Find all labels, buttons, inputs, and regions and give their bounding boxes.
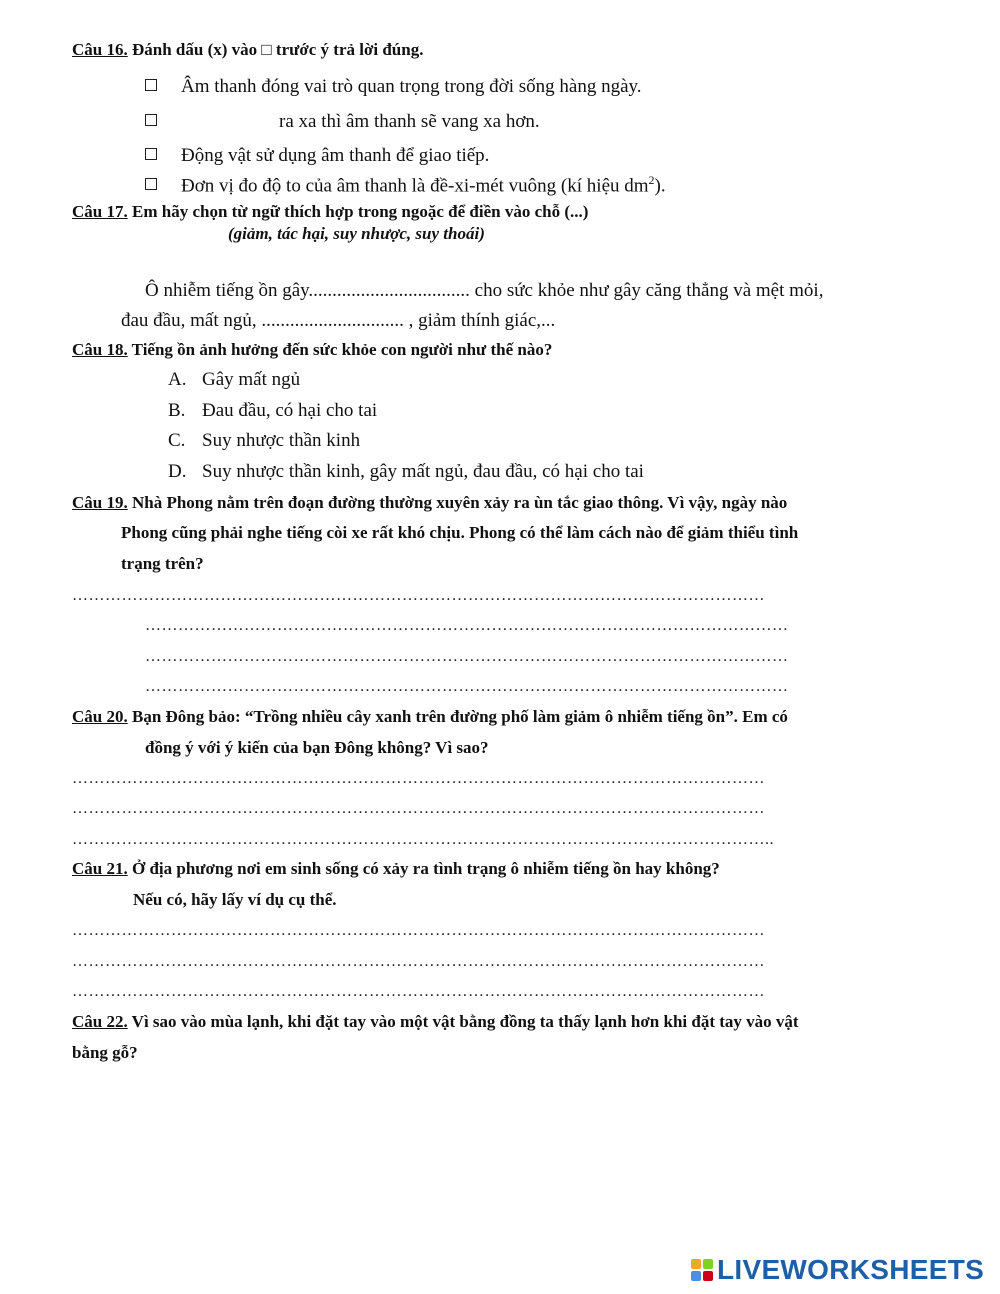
q17-line-1b: cho sức khỏe như gây căng thẳng và mệt mỏi, [474,280,824,301]
q16-text: Đánh dấu (x) vào □ trước ý trả lời đúng. [127,40,424,59]
answer-line[interactable]: ……………………………………………………………………………………………………… [145,678,789,695]
q18-number: Câu 18. [72,340,128,359]
logo-icon [691,1259,713,1281]
q16-option-2-label: ra xa thì âm thanh sẽ vang xa hơn. [279,111,540,132]
q22-line-1: Vì sao vào mùa lạnh, khi đặt tay vào một vật bằng đồng ta thấy lạnh hơn khi đặt tay vào vật [127,1012,799,1031]
q17-heading [72,202,588,222]
q20-heading [72,707,788,727]
q19-number: Câu 19. [72,493,128,512]
option-letter: C. [168,430,186,451]
superscript: 2 [648,173,655,187]
q17-line-1 [145,280,823,302]
q17-blank-2[interactable]: .............................. [261,310,404,331]
q17-line-2a: đau đầu, mất ngủ, [121,310,257,331]
q18-option-b[interactable] [168,400,377,422]
answer-line[interactable]: ……………………………………………………………………………………………………………… [72,953,765,970]
option-text: Đau đầu, có hại cho tai [202,400,378,421]
q16-number: Câu 16. [72,40,128,59]
checkbox-icon[interactable] [145,178,157,190]
q22-heading [72,1012,799,1032]
checkbox-icon[interactable] [145,79,157,91]
q19-line-1: Nhà Phong nằm trên đoạn đường thường xuyên xảy ra ùn tắc giao thông. Vì vậy, ngày nào [127,493,788,512]
q22-line-2: bằng gỗ? [72,1043,138,1062]
q16-option-3[interactable] [145,145,489,167]
q19-line-3: trạng trên? [121,554,204,573]
q17-blank-1[interactable]: .................................. [308,280,470,301]
option-text: Suy nhược thần kinh [202,430,361,451]
q22-number: Câu 22. [72,1012,128,1031]
q17-hint: (giảm, tác hại, suy nhược, suy thoái) [228,224,485,243]
option-text: Suy nhược thần kinh, gây mất ngủ, đau đầu, có hại cho tai [202,461,644,482]
q16-option-4[interactable] [145,173,666,197]
q21-line-2: Nếu có, hãy lấy ví dụ cụ thể. [133,890,337,909]
option-letter: B. [168,400,186,421]
q17-line-2b: , giảm thính giác,... [408,310,556,331]
q20-line-2: đồng ý với ý kiến của bạn Đông không? Vì sao? [145,738,489,757]
q20-number: Câu 20. [72,707,128,726]
q19-heading [72,493,787,513]
q17-text: Em hãy chọn từ ngữ thích hợp trong ngoặc để điền vào chỗ (...) [127,202,589,221]
option-text: Gây mất ngủ [202,369,301,390]
logo-block [703,1259,713,1269]
logo-text: LIVEWORKSHEETS [717,1254,985,1285]
q21-line-1: Ở địa phương nơi em sinh sống có xảy ra tình trạng ô nhiễm tiếng ồn hay không? [127,859,720,878]
q16-option-4-end: ). [654,175,666,197]
answer-line[interactable]: ……………………………………………………………………………………………………… [145,648,789,665]
q18-text: Tiếng ồn ảnh hưởng đến sức khỏe con người như thế nào? [127,340,553,359]
answer-line[interactable]: ……………………………………………………………………………………………………………… [72,922,765,939]
logo-block [691,1259,701,1269]
checkbox-icon[interactable] [145,114,157,126]
q16-option-1-label: Âm thanh đóng vai trò quan trọng trong đời sống hàng ngày. [181,76,642,97]
q21-number: Câu 21. [72,859,128,878]
answer-line[interactable]: ……………………………………………………………………………………………………………… [72,800,765,817]
answer-line[interactable]: ……………………………………………………………………………………………………………… [72,983,765,1000]
q20-line-1: Bạn Đông bảo: “Trồng nhiều cây xanh trên đường phố làm giảm ô nhiễm tiếng ồn”. Em có [127,707,788,726]
q16-option-4-label: Đơn vị đo độ to của âm thanh là đề-xi-mét vuông (kí hiệu dm [181,175,649,197]
logo-block [691,1271,701,1281]
liveworksheets-logo [691,1255,984,1285]
option-letter: D. [168,461,187,482]
q16-option-3-label: Động vật sử dụng âm thanh để giao tiếp. [181,145,490,166]
q18-option-d[interactable] [168,461,644,483]
q17-number: Câu 17. [72,202,128,221]
answer-line[interactable]: ……………………………………………………………………………………………………………… [72,770,765,787]
q21-heading [72,859,720,879]
q16-heading [72,40,423,60]
q16-option-2[interactable] [145,111,540,133]
q16-option-1[interactable] [145,76,642,98]
answer-line[interactable]: ……………………………………………………………………………………………………………….. [72,831,774,848]
q18-option-c[interactable] [168,430,360,452]
logo-block [703,1271,713,1281]
q19-line-2: Phong cũng phải nghe tiếng còi xe rất khó chịu. Phong có thể làm cách nào để giảm thiểu tình [121,523,799,542]
answer-line[interactable]: ……………………………………………………………………………………………………………… [72,587,765,604]
option-letter: A. [168,369,187,390]
answer-line[interactable]: ……………………………………………………………………………………………………… [145,617,789,634]
q17-line-2 [121,310,555,332]
q18-option-a[interactable] [168,369,300,391]
checkbox-icon[interactable] [145,148,157,160]
q18-heading [72,340,552,360]
q17-line-1a: Ô nhiễm tiếng ồn gây [145,280,309,301]
